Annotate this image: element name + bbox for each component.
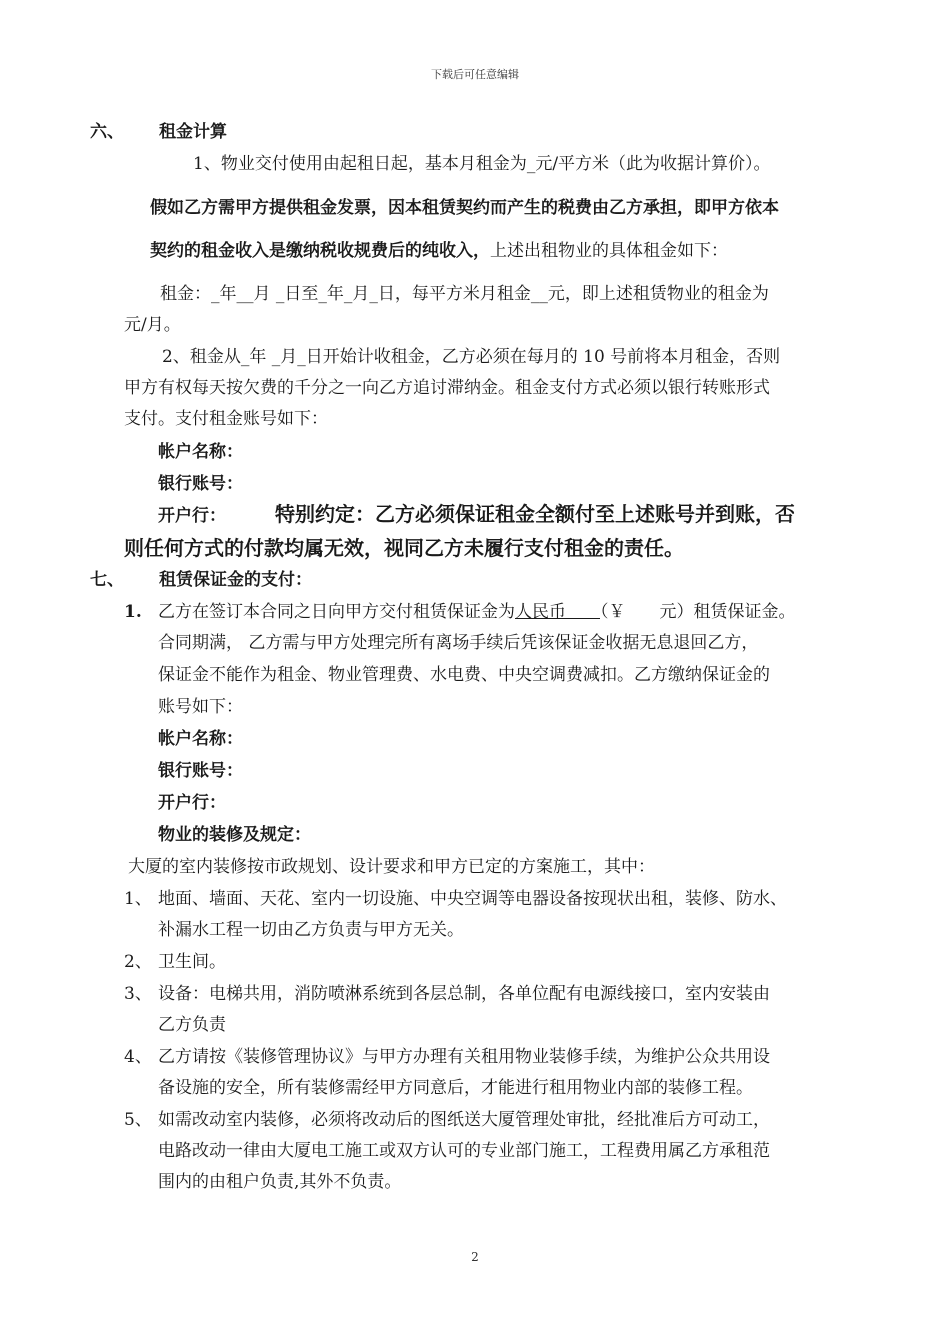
reno-item-3-number: 3、 [124, 984, 152, 1004]
s7-line-1 [158, 601, 796, 623]
s6-line-8: 支付。支付租金账号如下： [124, 409, 328, 429]
s6-line-3-bold: 契约的租金收入是缴纳税收规费后的纯收入， [150, 241, 490, 261]
reno-item-5-line-2: 电路改动一律由大厦电工施工或双方认可的专业部门施工，工程费用属乙方承租范 [158, 1141, 770, 1161]
reno-item-3-line-2: 乙方负责 [158, 1015, 226, 1035]
s6-account-name: 帐户名称： [158, 442, 243, 462]
s7-item-number: 1. [124, 602, 142, 622]
deposit-currency: 人民币 [515, 602, 566, 622]
section-7-number: 七、 [90, 570, 124, 590]
s6-line-4: 租金：_年__月 _日至_年_月_日，每平方米月租金__元，即上述租赁物业的租金为 [160, 284, 769, 304]
reno-item-2-line-1: 卫生间。 [158, 952, 226, 972]
renovation-intro: 大厦的室内装修按市政规划、设计要求和甲方已定的方案施工，其中： [128, 857, 655, 877]
reno-item-4-line-2: 备设施的安全，所有装修需经甲方同意后，才能进行租用物业内部的装修工程。 [158, 1078, 753, 1098]
reno-item-4-line-1: 乙方请按《装修管理协议》与甲方办理有关租用物业装修手续，为维护公众共用设 [158, 1047, 770, 1067]
renovation-title: 物业的装修及规定： [158, 825, 311, 845]
s7-line-1-c: （￥ 元）租赁保证金。 [600, 602, 796, 622]
s6-line-3 [150, 240, 728, 262]
s7-account-number: 银行账号： [158, 761, 243, 781]
section-6-title: 租金计算 [159, 122, 227, 142]
reno-item-1-line-1: 地面、墙面、天花、室内一切设施、中央空调等电器设备按现状出租，装修、防水、 [158, 889, 787, 909]
s6-line-7: 甲方有权每天按欠费的千分之一向乙方追讨滞纳金。租金支付方式必须以银行转账形式 [124, 378, 770, 398]
page-number: 2 [471, 1250, 479, 1264]
special-agreement-line-2: 则任何方式的付款均属无效，视同乙方未履行支付租金的责任。 [124, 536, 684, 560]
s7-account-name: 帐户名称： [158, 729, 243, 749]
special-agreement-line-1: 特别约定：乙方必须保证租金全额付至上述账号并到账，否 [275, 502, 795, 526]
s6-line-6: 2、租金从_年 _月_日开始计收租金，乙方必须在每月的 10 号前将本月租金，否则 [162, 347, 781, 367]
deposit-blank [566, 602, 600, 622]
s6-line-3-rest: 上述出租物业的具体租金如下： [490, 241, 728, 261]
s7-line-3: 保证金不能作为租金、物业管理费、水电费、中央空调费减扣。乙方缴纳保证金的 [158, 665, 770, 685]
reno-item-2-number: 2、 [124, 952, 152, 972]
s6-line-2: 假如乙方需甲方提供租金发票，因本租赁契约而产生的税费由乙方承担，即甲方依本 [150, 198, 779, 218]
s7-line-2: 合同期满， 乙方需与甲方处理完所有离场手续后凭该保证金收据无息退回乙方， [158, 633, 759, 653]
section-7-title: 租赁保证金的支付： [159, 570, 312, 590]
reno-item-1-line-2: 补漏水工程一切由乙方负责与甲方无关。 [158, 920, 464, 940]
s6-line-1: 1、物业交付使用由起租日起，基本月租金为_元/平方米（此为收据计算价）。 [193, 154, 771, 174]
reno-item-1-number: 1、 [124, 889, 152, 909]
reno-item-5-number: 5、 [124, 1110, 152, 1130]
reno-item-4-number: 4、 [124, 1047, 152, 1067]
reno-item-5-line-3: 围内的由租户负责,其外不负责。 [158, 1172, 402, 1192]
s6-bank: 开户行： [158, 506, 226, 526]
section-6-number: 六、 [90, 122, 124, 142]
s6-account-number: 银行账号： [158, 474, 243, 494]
reno-item-3-line-1: 设备：电梯共用，消防喷淋系统到各层总制，各单位配有电源线接口，室内安装由 [158, 984, 770, 1004]
s6-line-5: 元/月。 [124, 315, 181, 335]
s7-line-4: 账号如下： [158, 697, 243, 717]
reno-item-5-line-1: 如需改动室内装修，必须将改动后的图纸送大厦管理处审批，经批准后方可动工， [158, 1110, 770, 1130]
s7-bank: 开户行： [158, 793, 226, 813]
page-header: 下载后可任意编辑 [431, 68, 519, 81]
s7-line-1-a: 乙方在签订本合同之日向甲方交付租赁保证金为 [158, 602, 515, 622]
